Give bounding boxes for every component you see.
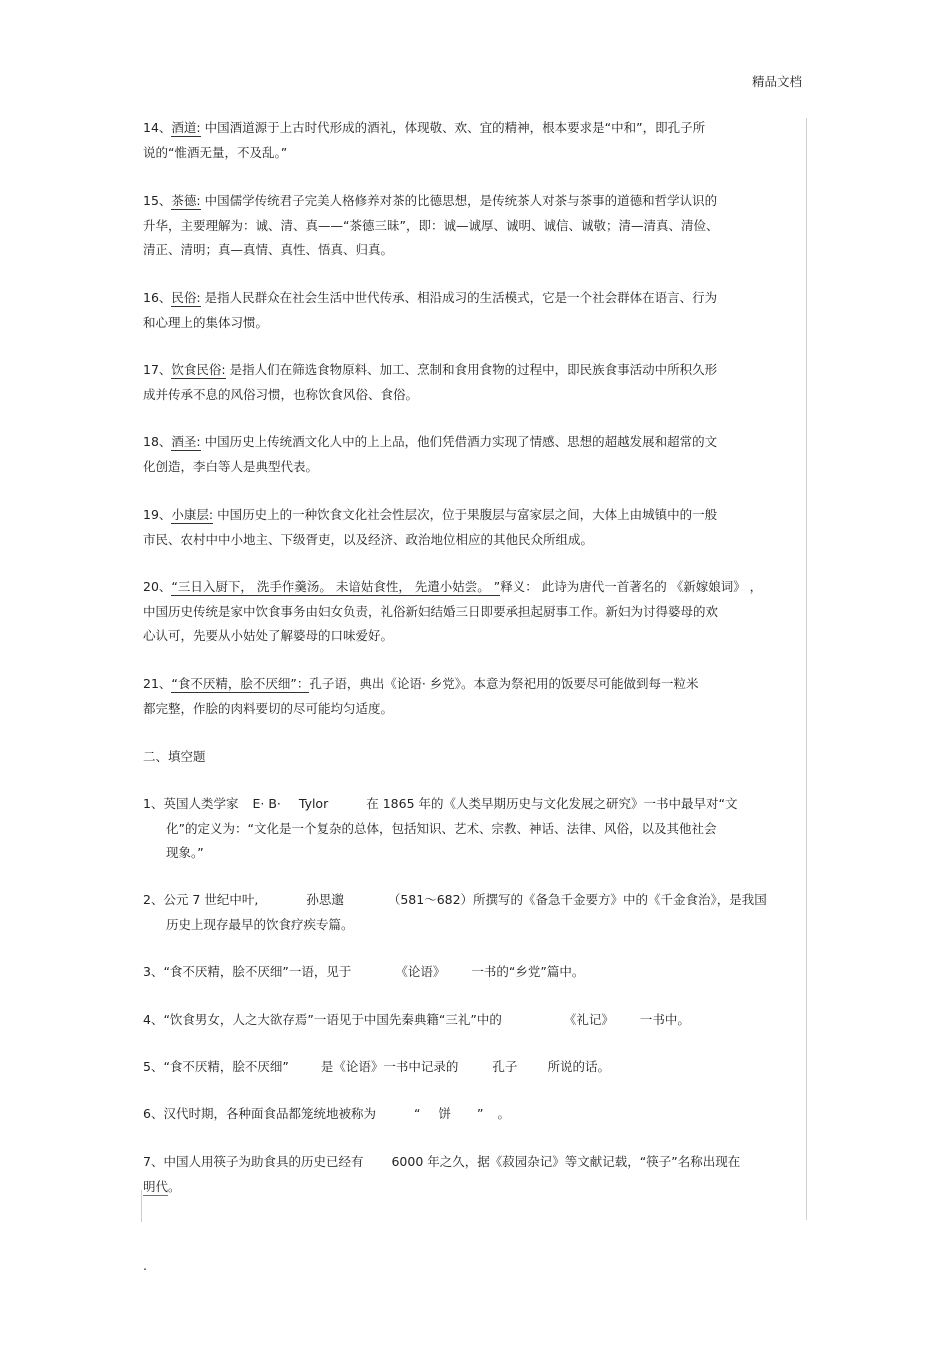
fill-q7-line2 xyxy=(143,1179,181,1195)
q-answer: 孙思邈 xyxy=(306,892,344,907)
term-16 xyxy=(143,290,717,306)
term-18-line2: 化创造，李白等人是典型代表。 xyxy=(143,459,319,474)
term-num: 15、 xyxy=(143,193,172,208)
q-text: 。 xyxy=(497,1106,510,1121)
term-text: 中国酒道源于上古时代形成的酒礼，体现敬、欢、宜的精神，根本要求是“中和”，即孔子所 xyxy=(204,120,706,135)
term-21 xyxy=(143,676,699,692)
q-num: 2、 xyxy=(143,892,164,907)
fill-q1 xyxy=(143,796,737,812)
fill-q1-line2: 化”的定义为：“文化是一个复杂的总体，包括知识、艺术、宗教、神话、法律、风俗，以及其他社会 xyxy=(166,821,717,836)
term-15 xyxy=(143,193,717,209)
q-num: 3、 xyxy=(143,964,164,979)
term-15-line3: 清正、清明；真—真情、真性、悟真、归真。 xyxy=(143,242,394,257)
fill-q2-line2: 历史上现存最早的饮食疗疾专篇。 xyxy=(166,917,354,932)
term-word: 小康层: xyxy=(171,507,214,522)
q-answer: 《礼记》 xyxy=(563,1012,614,1027)
q-answer: 孔子 xyxy=(492,1059,518,1074)
fill-q3 xyxy=(143,964,584,980)
term-text: 是指人民群众在社会生活中世代传承、相沿成习的生活模式，它是一个社会群体在语言、行为 xyxy=(204,290,718,305)
q-answer: Tylor xyxy=(298,796,329,811)
term-text: 是指人们在筛选食物原料、加工、烹制和食用食物的过程中，即民族食事活动中所积久形 xyxy=(229,362,718,377)
q-text: 英国人类学家 xyxy=(163,796,239,811)
term-num: 16、 xyxy=(143,290,172,305)
term-word: “食不厌精，脍不厌细”： xyxy=(171,676,310,691)
fill-q2 xyxy=(143,892,767,908)
q-quote: “ xyxy=(413,1106,421,1121)
q-text: 所说的话。 xyxy=(547,1059,610,1074)
q-answer: 明代 xyxy=(143,1179,169,1194)
term-19-line2: 市民、农村中中小地主、下级胥吏，以及经济、政治地位相应的其他民众所组成。 xyxy=(143,532,594,547)
q-num: 7、 xyxy=(143,1154,164,1169)
page-header-label: 精品文档 xyxy=(752,74,803,89)
term-num: 19、 xyxy=(143,507,172,522)
term-19 xyxy=(143,507,717,523)
fill-q4 xyxy=(143,1012,690,1028)
q-text: （581～682）所撰写的《备急千金要方》中的《千金食治》，是我国 xyxy=(387,892,767,907)
margin-rule-left xyxy=(141,1190,142,1222)
q-text: 。 xyxy=(168,1179,181,1194)
term-14 xyxy=(143,120,705,136)
q-text: 6000 年之久，据《菽园杂记》等文献记载，“筷子”名称出现在 xyxy=(391,1154,741,1169)
q-text: 一书中。 xyxy=(639,1012,690,1027)
term-num: 14、 xyxy=(143,120,172,135)
term-20-line3: 心认可，先要从小姑处了解婆母的口味爱好。 xyxy=(143,628,394,643)
footer-dot: . xyxy=(143,1258,147,1273)
term-num: 17、 xyxy=(143,362,172,377)
term-text: 释义： 此诗为唐代一首著名的 《新嫁娘词》 ， xyxy=(500,579,763,594)
fill-q1-line3: 现象。” xyxy=(166,845,204,860)
q-num: 1、 xyxy=(143,796,164,811)
fill-q5 xyxy=(143,1059,610,1075)
term-text: 孔子语，典出《论语· 乡党》。本意为祭祀用的饭要尽可能做到每一粒米 xyxy=(309,676,699,691)
q-text: 公元 7 世纪中叶, xyxy=(163,892,259,907)
term-word: 酒圣: xyxy=(171,434,201,449)
fill-q6 xyxy=(143,1106,510,1122)
q-quote: ” xyxy=(476,1106,484,1121)
q-text: “食不厌精，脍不厌细” xyxy=(163,1059,289,1074)
term-14-line2: 说的“惟酒无量，不及乱。” xyxy=(143,145,288,160)
q-answer: 饼 xyxy=(438,1106,451,1121)
q-num: 6、 xyxy=(143,1106,164,1121)
term-word: 民俗: xyxy=(171,290,201,305)
term-num: 20、 xyxy=(143,579,172,594)
term-17-line2: 成并传承不息的风俗习惯，也称饮食风俗、食俗。 xyxy=(143,387,419,402)
term-word: 茶德: xyxy=(171,193,201,208)
q-num: 5、 xyxy=(143,1059,164,1074)
term-20-line2: 中国历史传统是家中饮食事务由妇女负责，礼俗新妇结婚三日即要承担起厨事工作。新妇为讨得婆母的欢 xyxy=(143,604,719,619)
term-word: 饮食民俗: xyxy=(171,362,226,377)
section-title: 二、填空题 xyxy=(143,749,206,764)
term-20 xyxy=(143,579,762,595)
q-text: 汉代时期，各种面食品都笼统地被称为 xyxy=(163,1106,376,1121)
term-text: 中国儒学传统君子完美人格修养对茶的比德思想，是传统茶人对茶与茶事的道德和哲学认识的 xyxy=(204,193,718,208)
term-text: 中国历史上的一种饮食文化社会性层次，位于果腹层与富家层之间，大体上由城镇中的一般 xyxy=(217,507,718,522)
margin-rule-right xyxy=(806,118,807,1220)
q-text: “饮食男女，人之大欲存焉”一语见于中国先秦典籍“三礼”中的 xyxy=(163,1012,502,1027)
term-text: 中国历史上传统酒文化人中的上上品，他们凭借酒力实现了情感、思想的超越发展和超常的文 xyxy=(204,434,718,449)
q-text: “食不厌精，脍不厌细”一语，见于 xyxy=(163,964,352,979)
term-16-line2: 和心理上的集体习惯。 xyxy=(143,315,269,330)
term-num: 21、 xyxy=(143,676,172,691)
fill-q7 xyxy=(143,1154,740,1170)
term-15-line2: 升华，主要理解为：诚、清、真——“茶德三昧”，即：诚—诚厚、诚明、诚信、诚敬；清—清真、清俭、 xyxy=(143,218,719,233)
term-21-line2: 都完整，作脍的肉料要切的尽可能均匀适度。 xyxy=(143,701,394,716)
q-num: 4、 xyxy=(143,1012,164,1027)
q-text: 是《论语》一书中记录的 xyxy=(320,1059,459,1074)
q-answer: 《论语》 xyxy=(395,964,446,979)
q-answer: E· B· xyxy=(252,796,281,811)
term-num: 18、 xyxy=(143,434,172,449)
term-18 xyxy=(143,434,717,450)
q-text: 一书的“乡党”篇中。 xyxy=(471,964,585,979)
term-17 xyxy=(143,362,717,378)
q-text: 在 1865 年的《人类早期历史与文化发展之研究》一书中最早对“文 xyxy=(366,796,738,811)
term-word: 酒道: xyxy=(171,120,201,135)
q-text: 中国人用筷子为助食具的历史已经有 xyxy=(163,1154,364,1169)
term-word: “三日入厨下， 洗手作羹汤。 未谙姑食性， 先遣小姑尝。 ” xyxy=(171,579,501,594)
